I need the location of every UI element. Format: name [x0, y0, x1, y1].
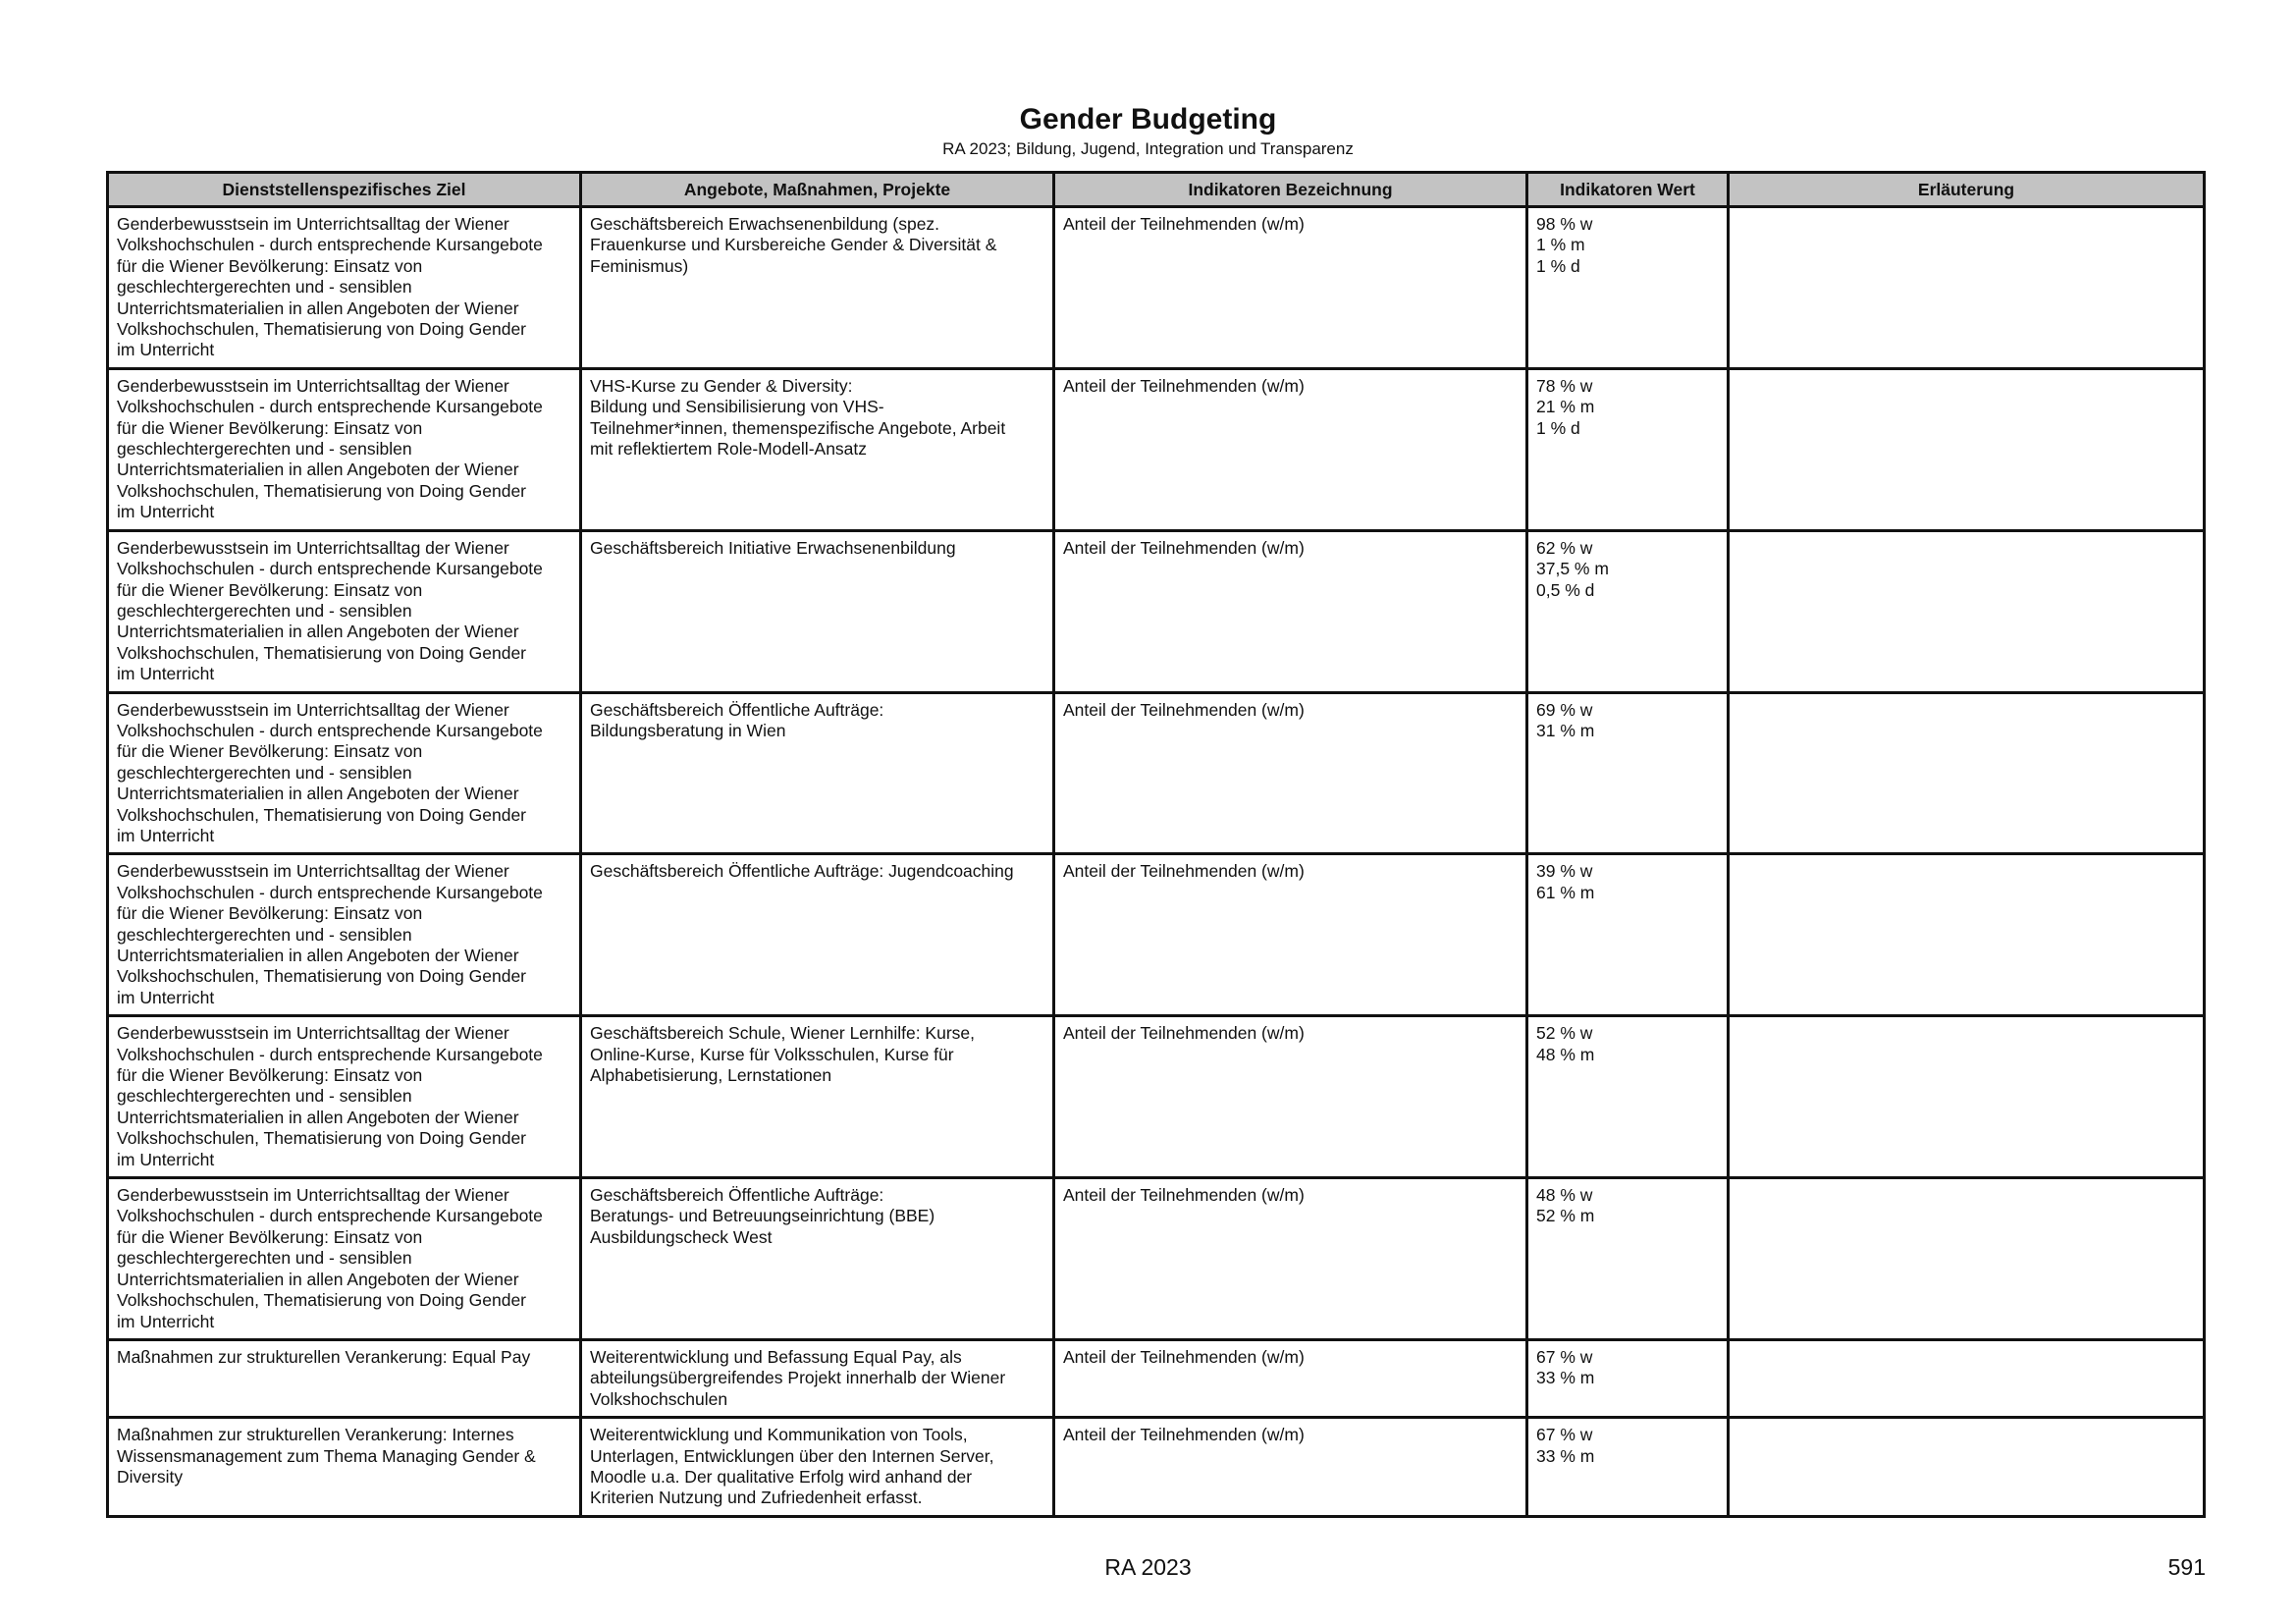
page-subtitle: RA 2023; Bildung, Jugend, Integration und Transparenz: [942, 139, 1354, 158]
cell-erlaeuterung: [1729, 1178, 2205, 1340]
cell-angebote: Weiterentwicklung und Befassung Equal Pay, als abteilungsübergreifendes Projekt innerhalb der Wiener Volkshochschulen: [581, 1339, 1054, 1417]
cell-indikator: Anteil der Teilnehmenden (w/m): [1054, 530, 1527, 692]
table-row: [108, 692, 2205, 854]
table-row: [108, 1418, 2205, 1517]
column-header-wert: Indikatoren Wert: [1527, 173, 1729, 207]
cell-ziel: Genderbewusstsein im Unterrichtsalltag der Wiener Volkshochschulen - durch entsprechende Kursangebote für die Wiener Bevölkerung: Einsatz von geschlechtergerechten und - sensiblen Unterrichtsmaterialien in allen Angeboten der Wiener Volkshochschulen, Thematisierung von Doing Gender im Unterricht: [108, 368, 581, 530]
cell-indikator: Anteil der Teilnehmenden (w/m): [1054, 854, 1527, 1016]
column-header-erlaeuterung: Erläuterung: [1729, 173, 2205, 207]
cell-erlaeuterung: [1729, 692, 2205, 854]
cell-ziel: Genderbewusstsein im Unterrichtsalltag der Wiener Volkshochschulen - durch entsprechende Kursangebote für die Wiener Bevölkerung: Einsatz von geschlechtergerechten und - sensiblen Unterrichtsmaterialien in allen Angeboten der Wiener Volkshochschulen, Thematisierung von Doing Gender im Unterricht: [108, 692, 581, 854]
table-row: [108, 1016, 2205, 1178]
table-row: [108, 854, 2205, 1016]
table-row: [108, 1178, 2205, 1340]
cell-erlaeuterung: [1729, 530, 2205, 692]
cell-erlaeuterung: [1729, 1016, 2205, 1178]
cell-erlaeuterung: [1729, 1339, 2205, 1417]
cell-ziel: Genderbewusstsein im Unterrichtsalltag der Wiener Volkshochschulen - durch entsprechende Kursangebote für die Wiener Bevölkerung: Einsatz von geschlechtergerechten und - sensiblen Unterrichtsmaterialien in allen Angeboten der Wiener Volkshochschulen, Thematisierung von Doing Gender im Unterricht: [108, 530, 581, 692]
cell-wert: 48 % w 52 % m: [1527, 1178, 1729, 1340]
cell-wert: 98 % w 1 % m 1 % d: [1527, 207, 1729, 369]
table-row: [108, 530, 2205, 692]
cell-erlaeuterung: [1729, 207, 2205, 369]
cell-wert: 67 % w 33 % m: [1527, 1418, 1729, 1517]
cell-indikator: Anteil der Teilnehmenden (w/m): [1054, 1178, 1527, 1340]
table-header-row: [108, 173, 2205, 207]
cell-angebote: VHS-Kurse zu Gender & Diversity: Bildung und Sensibilisierung von VHS- Teilnehmer*innen, themenspezifische Angebote, Arbeit mit reflektiertem Role-Modell-Ansatz: [581, 368, 1054, 530]
table-row: [108, 368, 2205, 530]
column-header-indikator: Indikatoren Bezeichnung: [1054, 173, 1527, 207]
cell-wert: 67 % w 33 % m: [1527, 1339, 1729, 1417]
cell-wert: 78 % w 21 % m 1 % d: [1527, 368, 1729, 530]
column-header-angebote: Angebote, Maßnahmen, Projekte: [581, 173, 1054, 207]
page-number: 591: [2167, 1554, 2206, 1580]
cell-ziel: Genderbewusstsein im Unterrichtsalltag der Wiener Volkshochschulen - durch entsprechende Kursangebote für die Wiener Bevölkerung: Einsatz von geschlechtergerechten und - sensiblen Unterrichtsmaterialien in allen Angeboten der Wiener Volkshochschulen, Thematisierung von Doing Gender im Unterricht: [108, 854, 581, 1016]
cell-indikator: Anteil der Teilnehmenden (w/m): [1054, 692, 1527, 854]
gender-budgeting-table: [106, 171, 2206, 1518]
page-title: Gender Budgeting: [1019, 103, 1277, 135]
cell-angebote: Geschäftsbereich Erwachsenenbildung (spez. Frauenkurse und Kursbereiche Gender & Diversität & Feminismus): [581, 207, 1054, 369]
cell-wert: 39 % w 61 % m: [1527, 854, 1729, 1016]
cell-erlaeuterung: [1729, 368, 2205, 530]
cell-angebote: Geschäftsbereich Öffentliche Aufträge: Bildungsberatung in Wien: [581, 692, 1054, 854]
cell-angebote: Geschäftsbereich Öffentliche Aufträge: Jugendcoaching: [581, 854, 1054, 1016]
cell-angebote: Geschäftsbereich Öffentliche Aufträge: Beratungs- und Betreuungseinrichtung (BBE) Ausbildungscheck West: [581, 1178, 1054, 1340]
cell-ziel: Maßnahmen zur strukturellen Verankerung: Internes Wissensmanagement zum Thema Managing Gender & Diversity: [108, 1418, 581, 1517]
cell-angebote: Geschäftsbereich Schule, Wiener Lernhilfe: Kurse, Online-Kurse, Kurse für Volksschulen, Kurse für Alphabetisierung, Lernstationen: [581, 1016, 1054, 1178]
cell-wert: 52 % w 48 % m: [1527, 1016, 1729, 1178]
cell-angebote: Geschäftsbereich Initiative Erwachsenenbildung: [581, 530, 1054, 692]
cell-indikator: Anteil der Teilnehmenden (w/m): [1054, 368, 1527, 530]
cell-ziel: Genderbewusstsein im Unterrichtsalltag der Wiener Volkshochschulen - durch entsprechende Kursangebote für die Wiener Bevölkerung: Einsatz von geschlechtergerechten und - sensiblen Unterrichtsmaterialien in allen Angeboten der Wiener Volkshochschulen, Thematisierung von Doing Gender im Unterricht: [108, 1178, 581, 1340]
table-row: [108, 1339, 2205, 1417]
cell-ziel: Genderbewusstsein im Unterrichtsalltag der Wiener Volkshochschulen - durch entsprechende Kursangebote für die Wiener Bevölkerung: Einsatz von geschlechtergerechten und - sensiblen Unterrichtsmaterialien in allen Angeboten der Wiener Volkshochschulen, Thematisierung von Doing Gender im Unterricht: [108, 1016, 581, 1178]
cell-wert: 62 % w 37,5 % m 0,5 % d: [1527, 530, 1729, 692]
cell-indikator: Anteil der Teilnehmenden (w/m): [1054, 1418, 1527, 1517]
cell-wert: 69 % w 31 % m: [1527, 692, 1729, 854]
cell-erlaeuterung: [1729, 1418, 2205, 1517]
cell-ziel: Genderbewusstsein im Unterrichtsalltag der Wiener Volkshochschulen - durch entsprechende Kursangebote für die Wiener Bevölkerung: Einsatz von geschlechtergerechten und - sensiblen Unterrichtsmaterialien in allen Angeboten der Wiener Volkshochschulen, Thematisierung von Doing Gender im Unterricht: [108, 207, 581, 369]
cell-indikator: Anteil der Teilnehmenden (w/m): [1054, 207, 1527, 369]
cell-ziel: Maßnahmen zur strukturellen Verankerung: Equal Pay: [108, 1339, 581, 1417]
cell-angebote: Weiterentwicklung und Kommunikation von Tools, Unterlagen, Entwicklungen über den Internen Server, Moodle u.a. Der qualitative Erfolg wird anhand der Kriterien Nutzung und Zufriedenheit erfasst.: [581, 1418, 1054, 1517]
cell-erlaeuterung: [1729, 854, 2205, 1016]
table-row: [108, 207, 2205, 369]
footer-report-label: RA 2023: [1104, 1554, 1192, 1580]
cell-indikator: Anteil der Teilnehmenden (w/m): [1054, 1016, 1527, 1178]
column-header-ziel: Dienststellenspezifisches Ziel: [108, 173, 581, 207]
cell-indikator: Anteil der Teilnehmenden (w/m): [1054, 1339, 1527, 1417]
